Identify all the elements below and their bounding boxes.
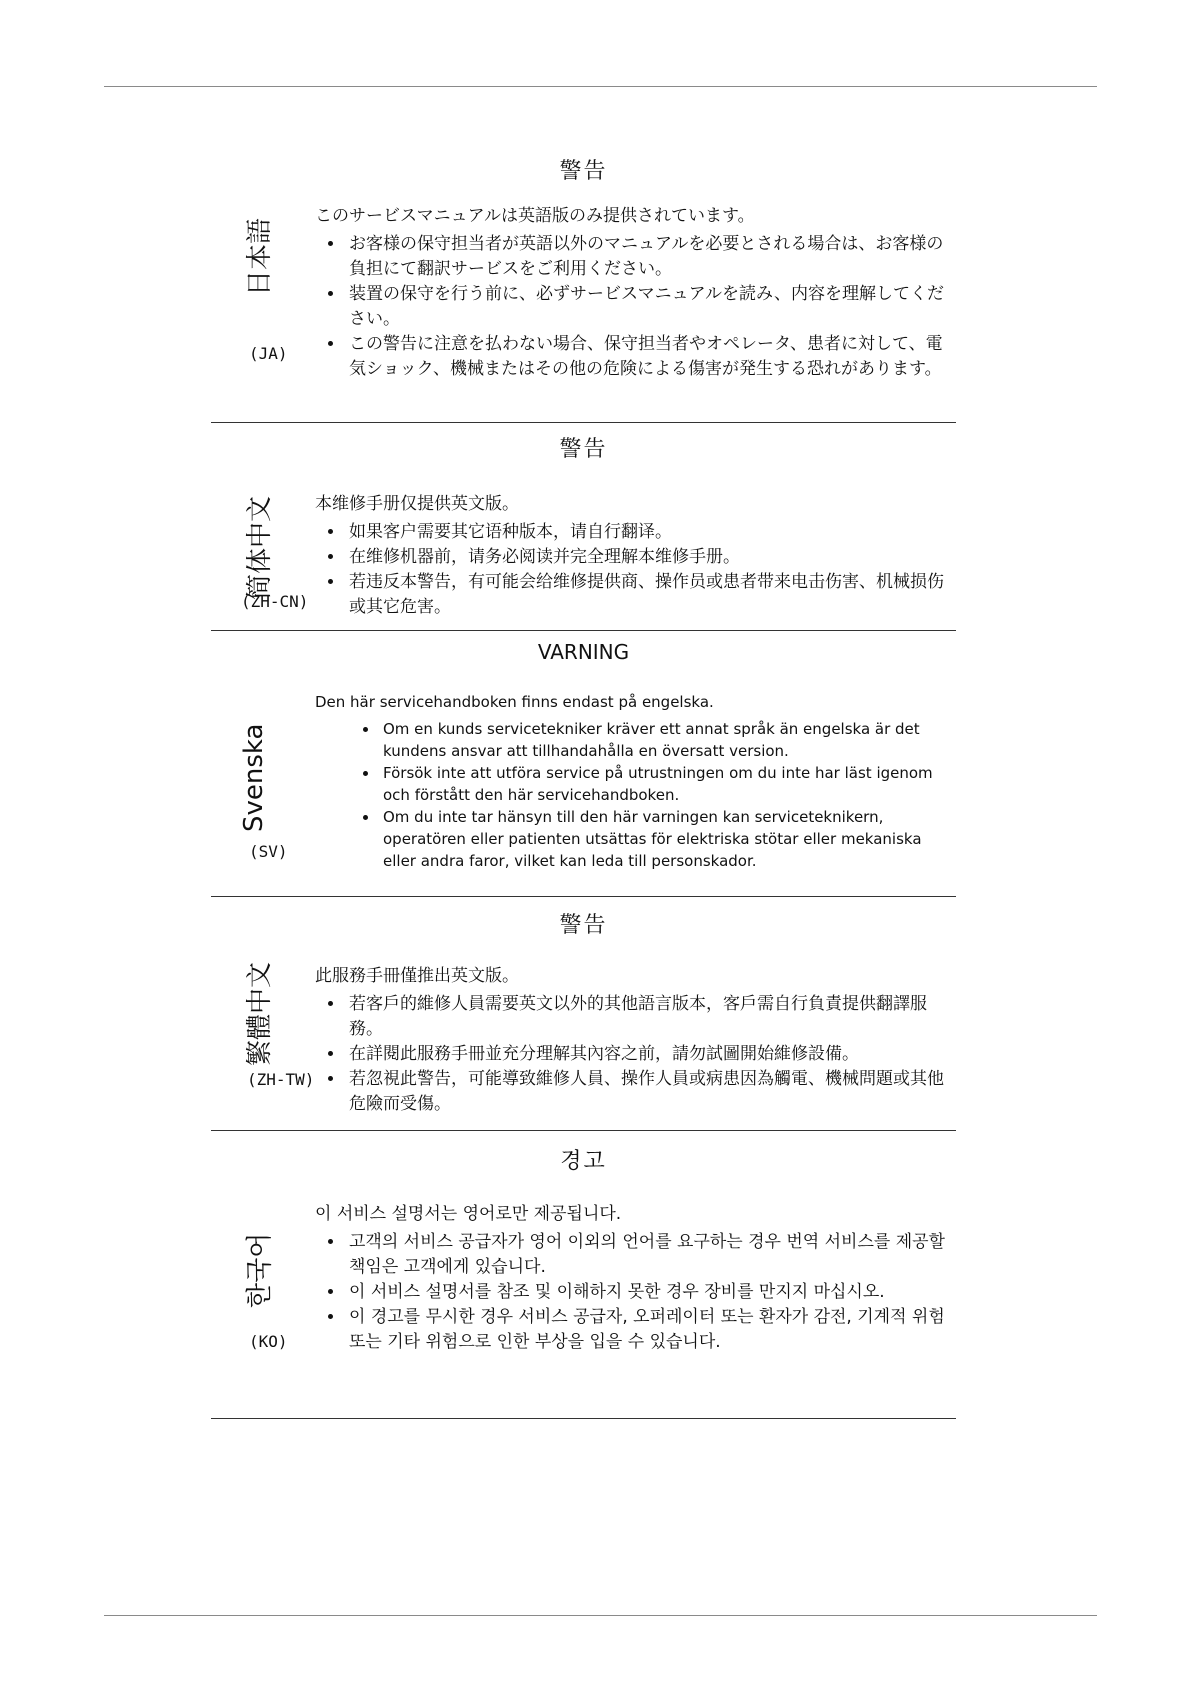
warning-section-zh-tw (211, 898, 956, 1131)
bullet-list (315, 232, 955, 382)
section-body (315, 492, 955, 620)
list-item: • 이 서비스 설명서를 참조 및 이해하지 못한 경우 장비를 만지지 마십시오. (345, 1280, 955, 1305)
intro-text: 本维修手册仅提供英文版。 (315, 494, 519, 514)
warning-section-ja (211, 148, 956, 423)
list-item: • 이 경고를 무시한 경우 서비스 공급자, 오퍼레이터 또는 환자가 감전, 기계적 위험 또는 기타 위험으로 인한 부상을 입을 수 있습니다. (345, 1305, 955, 1355)
list-item: • 如果客户需要其它语种版本，请自行翻译。 (345, 520, 955, 545)
language-code: (JA) (249, 344, 288, 363)
list-item: • 在詳閱此服務手冊並充分理解其內容之前，請勿試圖開始維修設備。 (345, 1042, 955, 1067)
warning-section-zh-cn (211, 424, 956, 631)
list-item: • 在维修机器前，请务必阅读并完全理解本维修手册。 (345, 545, 955, 570)
list-item: • 若客戶的維修人員需要英文以外的其他語言版本，客戶需自行負責提供翻譯服務。 (345, 992, 955, 1042)
language-code: (SV) (249, 842, 288, 861)
section-heading: 警告 (559, 437, 608, 462)
list-item: • お客様の保守担当者が英語以外のマニュアルを必要とされる場合は、お客様の負担にて翻訳サービスをご利用ください。 (345, 232, 955, 282)
list-item: • 고객의 서비스 공급자가 영어 이외의 언어를 요구하는 경우 번역 서비스를 제공할 책임은 고객에게 있습니다. (345, 1230, 955, 1280)
list-item: • Försök inte att utföra service på utrustningen om du inte har läst igenom och förstått den här servicehandboken. (379, 762, 955, 806)
header-rule (104, 86, 1097, 87)
language-code: (ZH-TW) (247, 1070, 315, 1089)
language-label: 繁體中文 (245, 961, 275, 1066)
list-item: • 若忽視此警告，可能導致維修人員、操作人員或病患因為觸電、機械問題或其他危險而受傷。 (345, 1067, 955, 1117)
intro-text: Den här servicehandboken finns endast på engelska. (315, 693, 714, 711)
section-body (315, 1202, 955, 1355)
list-item: • この警告に注意を払わない場合、保守担当者やオペレータ、患者に対して、電気ショック、機械またはその他の危険による傷害が発生する恐れがあります。 (345, 332, 955, 382)
warning-section-ko (211, 1132, 956, 1419)
section-heading: 警告 (559, 913, 608, 938)
section-body (315, 204, 955, 382)
intro-text: 此服務手冊僅推出英文版。 (315, 966, 519, 986)
intro-text: 이 서비스 설명서는 영어로만 제공됩니다. (315, 1204, 622, 1224)
language-label: 한국어 (245, 1232, 275, 1308)
language-label: 日本語 (245, 217, 275, 296)
bullet-list (315, 1230, 955, 1355)
language-label: Svenska (239, 723, 269, 832)
language-label: 简体中文 (245, 495, 275, 600)
section-body (315, 964, 955, 1117)
bullet-list (315, 520, 955, 620)
language-code: (ZH-CN) (241, 592, 309, 611)
language-code: (KO) (249, 1332, 288, 1351)
section-body (315, 690, 955, 872)
section-heading: 경고 (560, 1149, 607, 1174)
list-item: • 若违反本警告，有可能会给维修提供商、操作员或患者带来电击伤害、机械损伤或其它危害。 (345, 570, 955, 620)
bullet-list (315, 992, 955, 1117)
warning-section-sv (211, 632, 956, 897)
section-heading: VARNING (537, 640, 630, 664)
list-item: • Om en kunds servicetekniker kräver ett annat språk än engelska är det kundens ansvar att tillhandahålla en översatt version. (379, 718, 955, 762)
list-item: • 装置の保守を行う前に、必ずサービスマニュアルを読み、内容を理解してください。 (345, 282, 955, 332)
list-item: • Om du inte tar hänsyn till den här varningen kan serviceteknikern, operatören eller patienten utsättas för elektriska stötar eller mekaniska eller andra faror, vilket kan leda till personskador. (379, 806, 955, 872)
bullet-list (315, 718, 955, 872)
intro-text: このサービスマニュアルは英語版のみ提供されています。 (315, 206, 755, 226)
footer-rule (104, 1615, 1097, 1616)
section-heading: 警告 (559, 159, 608, 184)
